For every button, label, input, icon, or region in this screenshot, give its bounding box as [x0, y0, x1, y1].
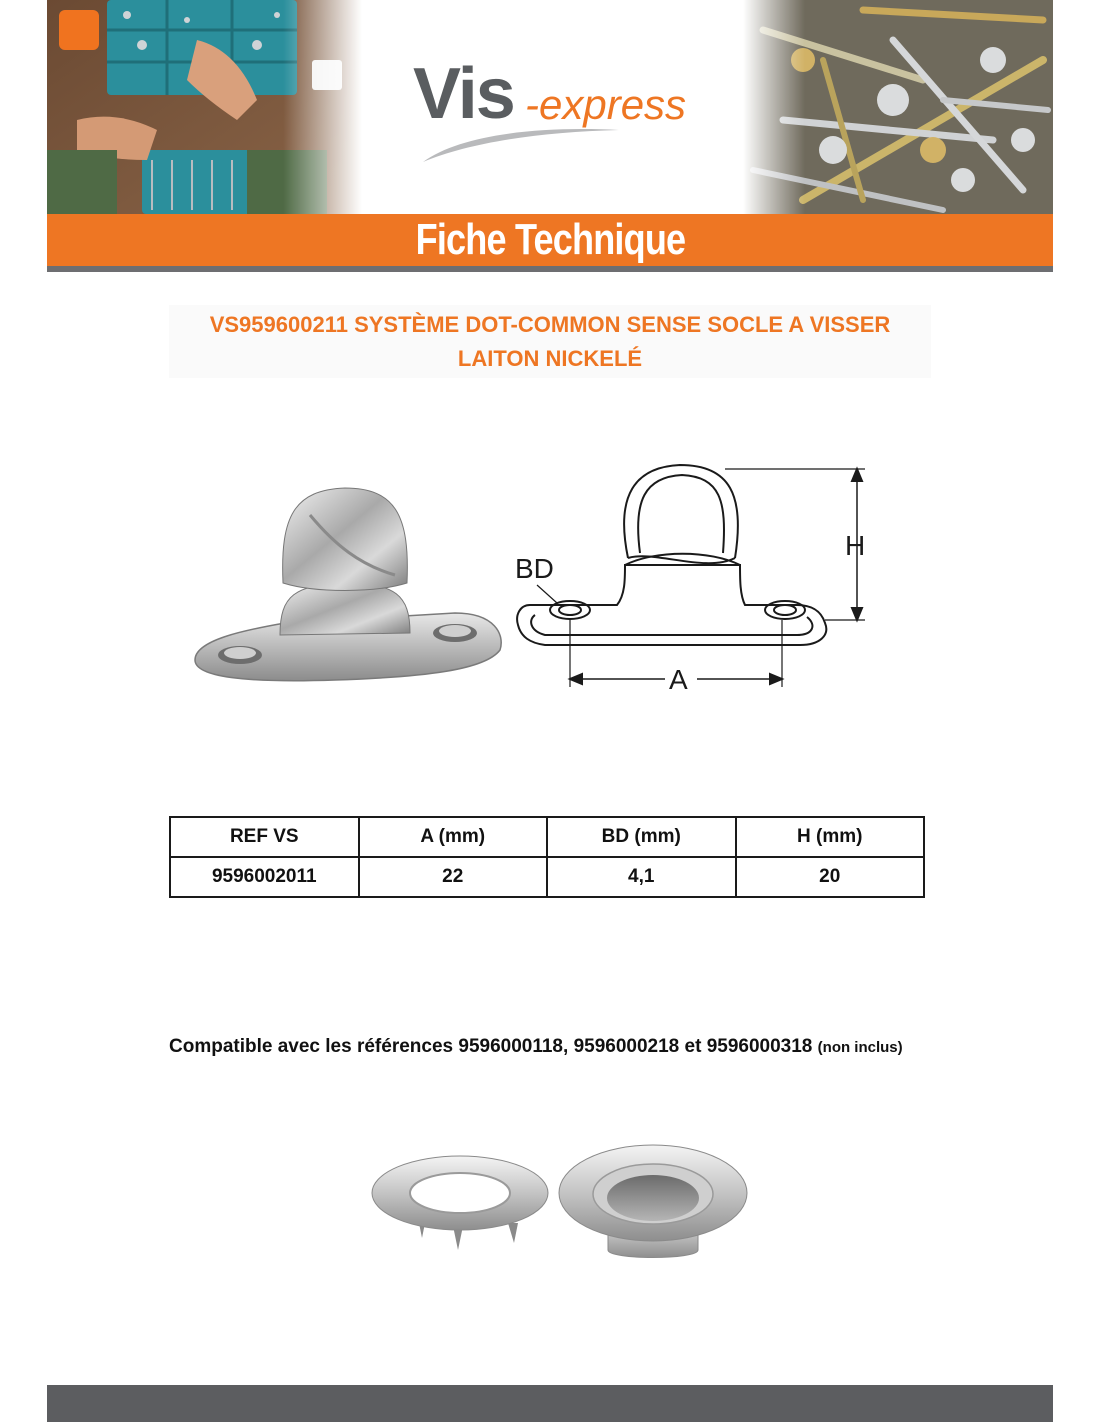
- header-a: A (mm): [359, 817, 548, 857]
- cell-bd: 4,1: [547, 857, 736, 897]
- cell-a: 22: [359, 857, 548, 897]
- compatibility-note: Compatible avec les références 9596000118, 9596000218 et 9596000318 (non inclus): [169, 1036, 903, 1057]
- compat-prefix: Compatible avec les références: [169, 1036, 454, 1057]
- product-title-line2: LAITON NICKELÉ: [457, 346, 643, 371]
- logo-express-text: -express: [525, 81, 687, 128]
- table-header-row: [170, 817, 924, 857]
- compat-ref2: 9596000218: [573, 1036, 680, 1057]
- product-title: [169, 308, 931, 376]
- product-photo: [195, 488, 501, 681]
- label-bd: BD: [515, 553, 554, 584]
- eyelet-grommet: [559, 1145, 747, 1258]
- compat-ref1: 9596000118: [458, 1036, 563, 1057]
- banner-divider: [47, 266, 1053, 272]
- technical-drawing: [517, 465, 865, 687]
- header: [47, 0, 1053, 214]
- brand-logo: [413, 54, 713, 168]
- product-illustration: [185, 455, 885, 700]
- table-row: [170, 857, 924, 897]
- banner: [47, 214, 1053, 266]
- header-bd: BD (mm): [547, 817, 736, 857]
- washer-ring: [372, 1156, 548, 1250]
- compatible-parts-photo: [368, 1138, 753, 1268]
- label-h: H: [845, 530, 866, 561]
- footer-bar: [47, 1385, 1053, 1422]
- logo-swoosh-icon: [421, 124, 621, 164]
- banner-title: Fiche Technique: [415, 215, 685, 264]
- product-title-line1: VS959600211 SYSTÈME DOT-COMMON SENSE SOCLE A VISSER: [209, 312, 891, 337]
- spec-table: [169, 816, 925, 898]
- compat-joiner: et: [684, 1036, 702, 1057]
- tools-photo: [47, 0, 362, 214]
- header-h: H (mm): [736, 817, 925, 857]
- label-a: A: [669, 664, 688, 695]
- compat-ref3: 9596000318: [706, 1036, 813, 1057]
- compat-note: (non inclus): [817, 1039, 903, 1056]
- screws-photo: [743, 0, 1053, 214]
- cell-ref: 9596002011: [170, 857, 359, 897]
- logo-vis-text: Vis: [413, 54, 514, 134]
- cell-h: 20: [736, 857, 925, 897]
- header-ref: REF VS: [170, 817, 359, 857]
